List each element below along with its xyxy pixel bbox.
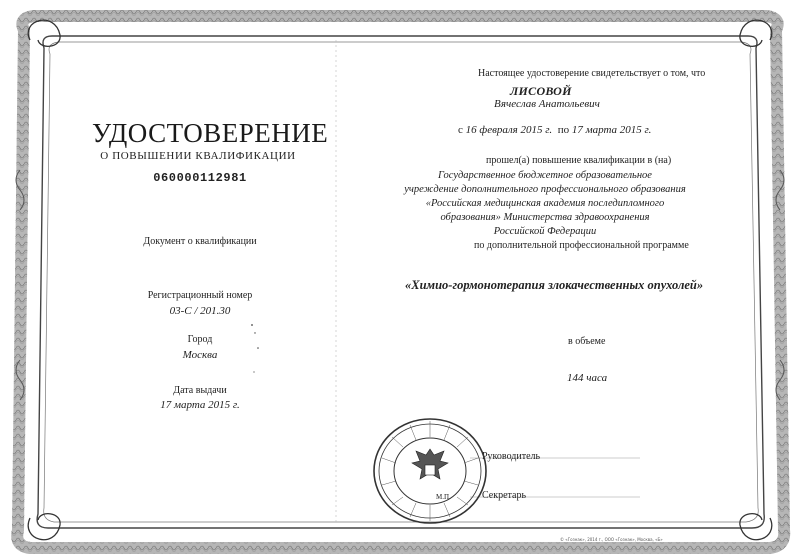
period-to-prefix: по	[557, 124, 570, 136]
issue-date-value: 17 марта 2015 г.	[160, 399, 240, 411]
volume-value: 144 часа	[567, 372, 608, 384]
passed-text: прошел(а) повышение квалификации в (на)	[486, 155, 672, 166]
registration-label: Регистрационный номер	[147, 290, 253, 301]
intro-text: Настоящее удостоверение свидетельствует о том, что	[478, 68, 706, 79]
registration-value: 03-С / 201.30	[169, 305, 231, 317]
period-from-year: 2015 г.	[520, 124, 553, 136]
program-name: «Химио-гормонотерапия злокачественных опухолей»	[405, 278, 704, 292]
program-intro: по дополнительной профессиональной программе	[474, 240, 689, 251]
certificate-title: УДОСТОВЕРЕНИЕ	[92, 118, 329, 148]
org-line-4: образования» Министерства здравоохранения	[440, 212, 650, 223]
period-to-year: 2015 г.	[619, 124, 652, 136]
org-line-3: «Российская медицинская академия последипломного	[425, 198, 665, 209]
document-label: Документ о квалификации	[143, 236, 257, 247]
surname: ЛИСОВОЙ	[510, 84, 572, 98]
given-names: Вячеслав Анатольевич	[494, 98, 600, 110]
issue-date-label: Дата выдачи	[173, 385, 227, 396]
secretary-label: Секретарь	[482, 490, 527, 501]
city-label: Город	[187, 334, 213, 345]
certificate-subtitle: О ПОВЫШЕНИИ КВАЛИФИКАЦИИ	[100, 150, 296, 162]
org-line-5: Российской Федерации	[493, 226, 597, 237]
period-to: 17 марта	[571, 124, 618, 136]
city-value: Москва	[182, 349, 218, 361]
volume-label: в объеме	[568, 336, 606, 347]
seal-mark-text: М.П.	[436, 493, 451, 501]
period-from: 16 февраля	[465, 124, 518, 136]
period-from-prefix: с	[458, 124, 463, 136]
certificate-number: 060000112981	[153, 171, 247, 185]
head-label: Руководитель	[482, 451, 541, 462]
official-seal	[368, 413, 498, 528]
org-line-1: Государственное бюджетное образовательное	[438, 170, 652, 181]
org-line-2: учреждение дополнительного профессионального образования	[404, 184, 686, 195]
printer-imprint: © «Гознак», 2014 г., ООО «Гознак», Москва, «Б»	[560, 537, 663, 542]
study-period	[458, 124, 651, 136]
